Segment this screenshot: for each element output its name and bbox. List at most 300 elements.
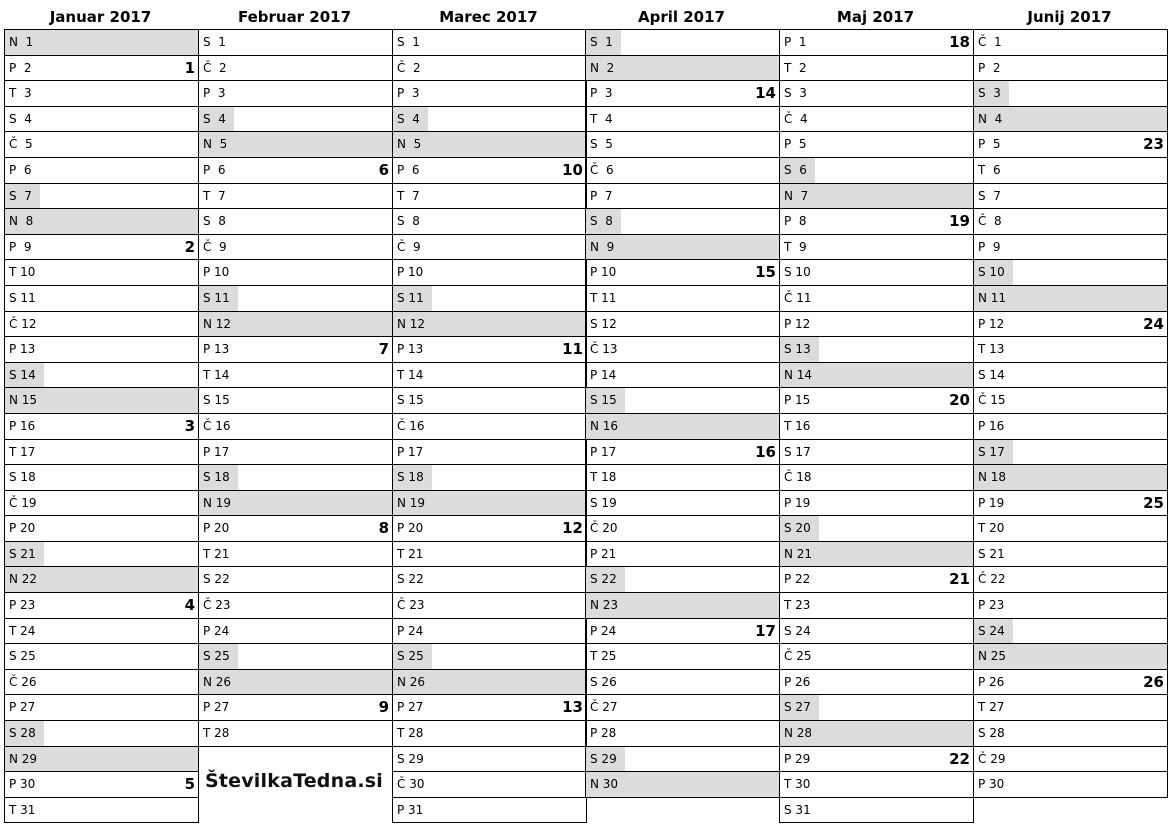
week-number: 10 (562, 160, 583, 179)
month-title: April 2017 (638, 8, 725, 26)
day-row (393, 619, 586, 645)
day-row (5, 619, 198, 645)
day-label: P 2 (9, 60, 32, 75)
day-label: N 12 (203, 316, 232, 331)
day-row (199, 388, 392, 414)
day-label: N 26 (397, 674, 426, 689)
day-row (5, 81, 198, 107)
day-label: Č 19 (9, 495, 37, 510)
week-number: 1 (184, 58, 195, 77)
day-label: N 14 (784, 367, 813, 382)
day-label: S 18 (393, 465, 432, 490)
day-row (780, 286, 973, 312)
day-row-sunday (393, 491, 586, 517)
day-row (586, 337, 779, 363)
day-label: P 1 (784, 35, 807, 49)
day-row (780, 235, 973, 261)
day-label: Č 4 (784, 111, 808, 126)
day-row (5, 286, 198, 312)
day-row-saturday (5, 363, 198, 389)
week-number: 11 (562, 340, 583, 359)
day-row (780, 30, 973, 56)
day-list (4, 29, 199, 823)
day-label: Č 23 (203, 598, 231, 613)
day-row (974, 235, 1167, 261)
day-label: P 20 (397, 521, 424, 536)
day-label: N 4 (978, 111, 1003, 126)
day-row (974, 414, 1167, 440)
day-row (974, 312, 1167, 338)
day-row (393, 363, 586, 389)
day-label: T 2 (784, 60, 807, 75)
day-row (393, 721, 586, 747)
week-number: 25 (1143, 493, 1164, 512)
day-label: T 7 (397, 188, 420, 203)
day-label: N 30 (590, 777, 619, 792)
day-row-saturday (780, 158, 973, 184)
day-row (974, 721, 1167, 747)
day-label: P 8 (784, 214, 807, 229)
day-label: P 28 (590, 726, 617, 741)
day-row (393, 440, 586, 466)
day-row (5, 132, 198, 158)
day-row-saturday (974, 260, 1167, 286)
day-row-sunday (199, 491, 392, 517)
day-label: T 21 (397, 546, 424, 561)
month-title: Junij 2017 (1027, 8, 1112, 26)
day-label: T 28 (397, 726, 424, 741)
day-label: Č 8 (978, 214, 1002, 229)
day-label: P 3 (203, 86, 226, 101)
day-label: P 31 (397, 802, 424, 817)
day-row (974, 772, 1167, 798)
day-label: P 24 (590, 623, 617, 638)
day-label: N 22 (9, 572, 38, 587)
day-label: S 5 (590, 137, 613, 152)
week-number: 14 (755, 84, 776, 103)
week-number: 3 (184, 416, 195, 435)
day-row (199, 542, 392, 568)
week-number: 7 (378, 340, 389, 359)
day-row (199, 516, 392, 542)
day-label: Č 18 (784, 470, 812, 485)
week-number: 13 (562, 698, 583, 717)
day-label: T 14 (397, 367, 424, 382)
day-label: S 31 (784, 802, 811, 817)
day-list (973, 29, 1168, 798)
day-row (974, 30, 1167, 56)
day-label: N 29 (9, 751, 38, 766)
day-label: N 18 (978, 470, 1007, 485)
day-label: P 24 (203, 623, 230, 638)
day-row (199, 56, 392, 82)
day-row-saturday (199, 286, 392, 312)
day-row (5, 670, 198, 696)
day-label: T 20 (978, 521, 1005, 536)
day-label: P 30 (9, 777, 36, 792)
day-label: T 25 (590, 649, 617, 664)
day-label: Č 16 (397, 418, 425, 433)
day-row (974, 695, 1167, 721)
day-row (780, 644, 973, 670)
day-row (974, 542, 1167, 568)
day-row-sunday (5, 747, 198, 773)
day-label: Č 16 (203, 418, 231, 433)
day-label: P 20 (203, 521, 230, 536)
day-row (5, 440, 198, 466)
day-row (199, 184, 392, 210)
day-row (780, 209, 973, 235)
day-label: S 27 (780, 695, 819, 720)
day-row-sunday (586, 772, 779, 798)
day-row (586, 440, 779, 466)
day-label: S 12 (590, 316, 617, 331)
week-number: 22 (949, 749, 970, 768)
day-row (780, 747, 973, 773)
day-row (586, 107, 779, 133)
day-row (393, 158, 586, 184)
day-label: P 6 (203, 162, 226, 177)
day-row (586, 644, 779, 670)
day-label: P 15 (784, 393, 811, 408)
day-row (199, 363, 392, 389)
week-number: 12 (562, 519, 583, 538)
day-label: T 27 (978, 700, 1005, 715)
day-row-sunday (199, 670, 392, 696)
day-row (780, 81, 973, 107)
week-number: 16 (755, 442, 776, 461)
day-row (586, 619, 779, 645)
day-row-sunday (780, 184, 973, 210)
day-label: S 4 (9, 111, 32, 126)
day-row (5, 337, 198, 363)
day-label: Č 13 (590, 342, 618, 357)
day-label: P 2 (978, 60, 1001, 75)
day-label: N 23 (590, 598, 619, 613)
day-label: P 16 (978, 418, 1005, 433)
week-number: 5 (184, 775, 195, 794)
day-label: T 3 (9, 86, 32, 101)
day-row (393, 516, 586, 542)
day-label: S 21 (978, 546, 1005, 561)
day-label: P 17 (203, 444, 230, 459)
day-label: S 11 (9, 290, 36, 305)
day-label: S 1 (203, 35, 226, 49)
week-number: 23 (1143, 135, 1164, 154)
day-label: P 26 (784, 674, 811, 689)
day-row-sunday (586, 593, 779, 619)
day-row (974, 747, 1167, 773)
day-row (586, 158, 779, 184)
day-label: P 13 (203, 342, 230, 357)
day-label: Č 6 (590, 162, 614, 177)
day-label: P 16 (9, 418, 36, 433)
day-row (780, 388, 973, 414)
day-label: S 8 (397, 214, 420, 229)
day-row-sunday (974, 644, 1167, 670)
day-row (586, 312, 779, 338)
day-label: N 7 (784, 188, 809, 203)
day-row (393, 337, 586, 363)
day-row (393, 260, 586, 286)
day-row (393, 567, 586, 593)
day-row (5, 312, 198, 338)
week-number: 4 (184, 596, 195, 615)
day-row (393, 81, 586, 107)
day-row (393, 772, 586, 798)
day-row (5, 491, 198, 517)
day-row (5, 798, 198, 824)
day-row-saturday (974, 440, 1167, 466)
day-label: P 27 (9, 700, 36, 715)
day-row (199, 440, 392, 466)
day-label: P 27 (397, 700, 424, 715)
day-row (974, 491, 1167, 517)
day-row (393, 30, 586, 56)
day-row (780, 56, 973, 82)
day-row-sunday (780, 542, 973, 568)
day-row (780, 772, 973, 798)
day-row (5, 56, 198, 82)
day-label: S 22 (397, 572, 424, 587)
day-label: P 21 (590, 546, 617, 561)
day-label: N 21 (784, 546, 813, 561)
day-row (780, 414, 973, 440)
day-label: S 7 (5, 184, 40, 209)
day-label: P 6 (9, 162, 32, 177)
day-label: S 29 (586, 747, 625, 772)
day-row (5, 644, 198, 670)
day-row-saturday (393, 107, 586, 133)
day-row-sunday (5, 209, 198, 235)
day-row (393, 593, 586, 619)
day-row-saturday (586, 388, 779, 414)
day-label: N 19 (203, 495, 232, 510)
day-row (393, 56, 586, 82)
day-label: N 1 (9, 35, 34, 49)
day-row-saturday (974, 619, 1167, 645)
day-list (198, 29, 393, 747)
day-row-sunday (780, 363, 973, 389)
day-row (393, 184, 586, 210)
day-label: S 22 (586, 567, 625, 592)
week-number: 26 (1143, 672, 1164, 691)
day-label: S 25 (199, 644, 238, 669)
day-row-saturday (586, 567, 779, 593)
day-label: S 24 (974, 619, 1013, 644)
day-row (393, 798, 586, 824)
day-label: P 12 (978, 316, 1005, 331)
day-label: P 5 (784, 137, 807, 152)
day-row (780, 260, 973, 286)
day-label: S 10 (974, 260, 1013, 285)
week-number: 9 (378, 698, 389, 717)
week-number: 2 (184, 237, 195, 256)
day-label: N 19 (397, 495, 426, 510)
day-label: T 24 (9, 623, 36, 638)
day-label: Č 15 (978, 393, 1006, 408)
day-row (586, 542, 779, 568)
day-label: P 9 (978, 239, 1001, 254)
day-label: P 27 (203, 700, 230, 715)
day-row (780, 465, 973, 491)
day-row (199, 81, 392, 107)
day-row-sunday (5, 567, 198, 593)
day-row (5, 516, 198, 542)
day-label: Č 30 (397, 777, 425, 792)
day-label: S 17 (784, 444, 811, 459)
day-row-saturday (393, 465, 586, 491)
day-label: T 10 (9, 265, 36, 280)
day-label: S 4 (199, 107, 234, 132)
week-number: 15 (755, 263, 776, 282)
day-label: S 14 (5, 363, 44, 388)
day-label: T 23 (784, 598, 811, 613)
day-label: T 31 (9, 802, 36, 817)
day-row (586, 286, 779, 312)
day-label: P 3 (397, 86, 420, 101)
day-label: N 5 (203, 137, 228, 152)
day-row (780, 312, 973, 338)
day-row-sunday (199, 132, 392, 158)
day-label: S 1 (586, 30, 621, 55)
day-row-sunday (5, 388, 198, 414)
day-row (974, 388, 1167, 414)
day-row-saturday (393, 644, 586, 670)
day-row (199, 619, 392, 645)
day-label: S 28 (5, 721, 44, 746)
day-label: S 11 (393, 286, 432, 311)
day-label: Č 25 (784, 649, 812, 664)
day-row (393, 235, 586, 261)
day-label: S 19 (590, 495, 617, 510)
day-label: S 29 (397, 751, 424, 766)
day-label: T 9 (784, 239, 807, 254)
month-title: Maj 2017 (836, 8, 915, 26)
day-row-saturday (586, 30, 779, 56)
day-label: T 13 (978, 342, 1005, 357)
day-label: Č 2 (203, 60, 227, 75)
day-row (586, 132, 779, 158)
week-number: 21 (949, 570, 970, 589)
day-row (974, 184, 1167, 210)
day-list (779, 29, 974, 823)
day-label: Č 9 (397, 239, 421, 254)
day-label: S 26 (590, 674, 617, 689)
day-row (586, 516, 779, 542)
day-label: P 14 (590, 367, 617, 382)
day-row-sunday (393, 132, 586, 158)
day-label: S 15 (203, 393, 230, 408)
day-label: Č 22 (978, 572, 1006, 587)
day-row (199, 30, 392, 56)
day-row (5, 414, 198, 440)
day-label: T 7 (203, 188, 226, 203)
day-label: Č 26 (9, 674, 37, 689)
day-label: N 16 (590, 418, 619, 433)
day-label: N 28 (784, 726, 813, 741)
day-row (974, 516, 1167, 542)
day-label: Č 2 (397, 60, 421, 75)
day-row (5, 695, 198, 721)
day-row (5, 158, 198, 184)
day-label: P 19 (784, 495, 811, 510)
week-number: 6 (378, 160, 389, 179)
day-row (5, 465, 198, 491)
day-row (393, 695, 586, 721)
day-row (974, 593, 1167, 619)
day-label: P 13 (9, 342, 36, 357)
day-label: T 6 (978, 162, 1001, 177)
day-label: Č 29 (978, 751, 1006, 766)
week-number: 8 (378, 519, 389, 538)
day-row (586, 491, 779, 517)
day-label: S 25 (9, 649, 36, 664)
day-label: P 23 (9, 598, 36, 613)
day-row (586, 363, 779, 389)
day-row-sunday (780, 721, 973, 747)
day-row-sunday (586, 235, 779, 261)
day-row (780, 491, 973, 517)
day-row (199, 337, 392, 363)
day-label: P 17 (590, 444, 617, 459)
day-label: T 18 (590, 470, 617, 485)
day-row (780, 440, 973, 466)
day-label: Č 23 (397, 598, 425, 613)
day-row (780, 593, 973, 619)
day-row (586, 670, 779, 696)
day-label: P 10 (590, 265, 617, 280)
day-row-saturday (199, 107, 392, 133)
day-row-sunday (974, 107, 1167, 133)
day-list (585, 29, 780, 798)
day-row-saturday (199, 644, 392, 670)
day-label: P 23 (978, 598, 1005, 613)
day-row (199, 235, 392, 261)
day-row (199, 721, 392, 747)
day-row-saturday (393, 286, 586, 312)
day-label: S 25 (393, 644, 432, 669)
day-label: Č 1 (978, 35, 1002, 49)
day-label: Č 5 (9, 137, 33, 152)
day-row (586, 81, 779, 107)
week-number: 17 (755, 621, 776, 640)
day-row (780, 619, 973, 645)
day-label: P 19 (978, 495, 1005, 510)
day-label: Č 11 (784, 290, 812, 305)
day-row (5, 772, 198, 798)
day-row-sunday (199, 312, 392, 338)
day-label: T 30 (784, 777, 811, 792)
day-row (780, 567, 973, 593)
day-label: S 3 (784, 86, 807, 101)
day-label: N 12 (397, 316, 426, 331)
day-label: T 11 (590, 290, 617, 305)
day-list (392, 29, 587, 823)
day-row (586, 184, 779, 210)
week-number: 18 (949, 33, 970, 51)
day-label: S 17 (974, 440, 1013, 465)
day-label: S 8 (203, 214, 226, 229)
day-row-sunday (5, 30, 198, 56)
day-label: N 2 (590, 60, 615, 75)
day-label: S 15 (586, 388, 625, 413)
week-number: 24 (1143, 314, 1164, 333)
day-label: S 10 (784, 265, 811, 280)
day-label: S 20 (780, 516, 819, 541)
day-label: S 4 (393, 107, 428, 132)
day-label: P 22 (784, 572, 811, 587)
